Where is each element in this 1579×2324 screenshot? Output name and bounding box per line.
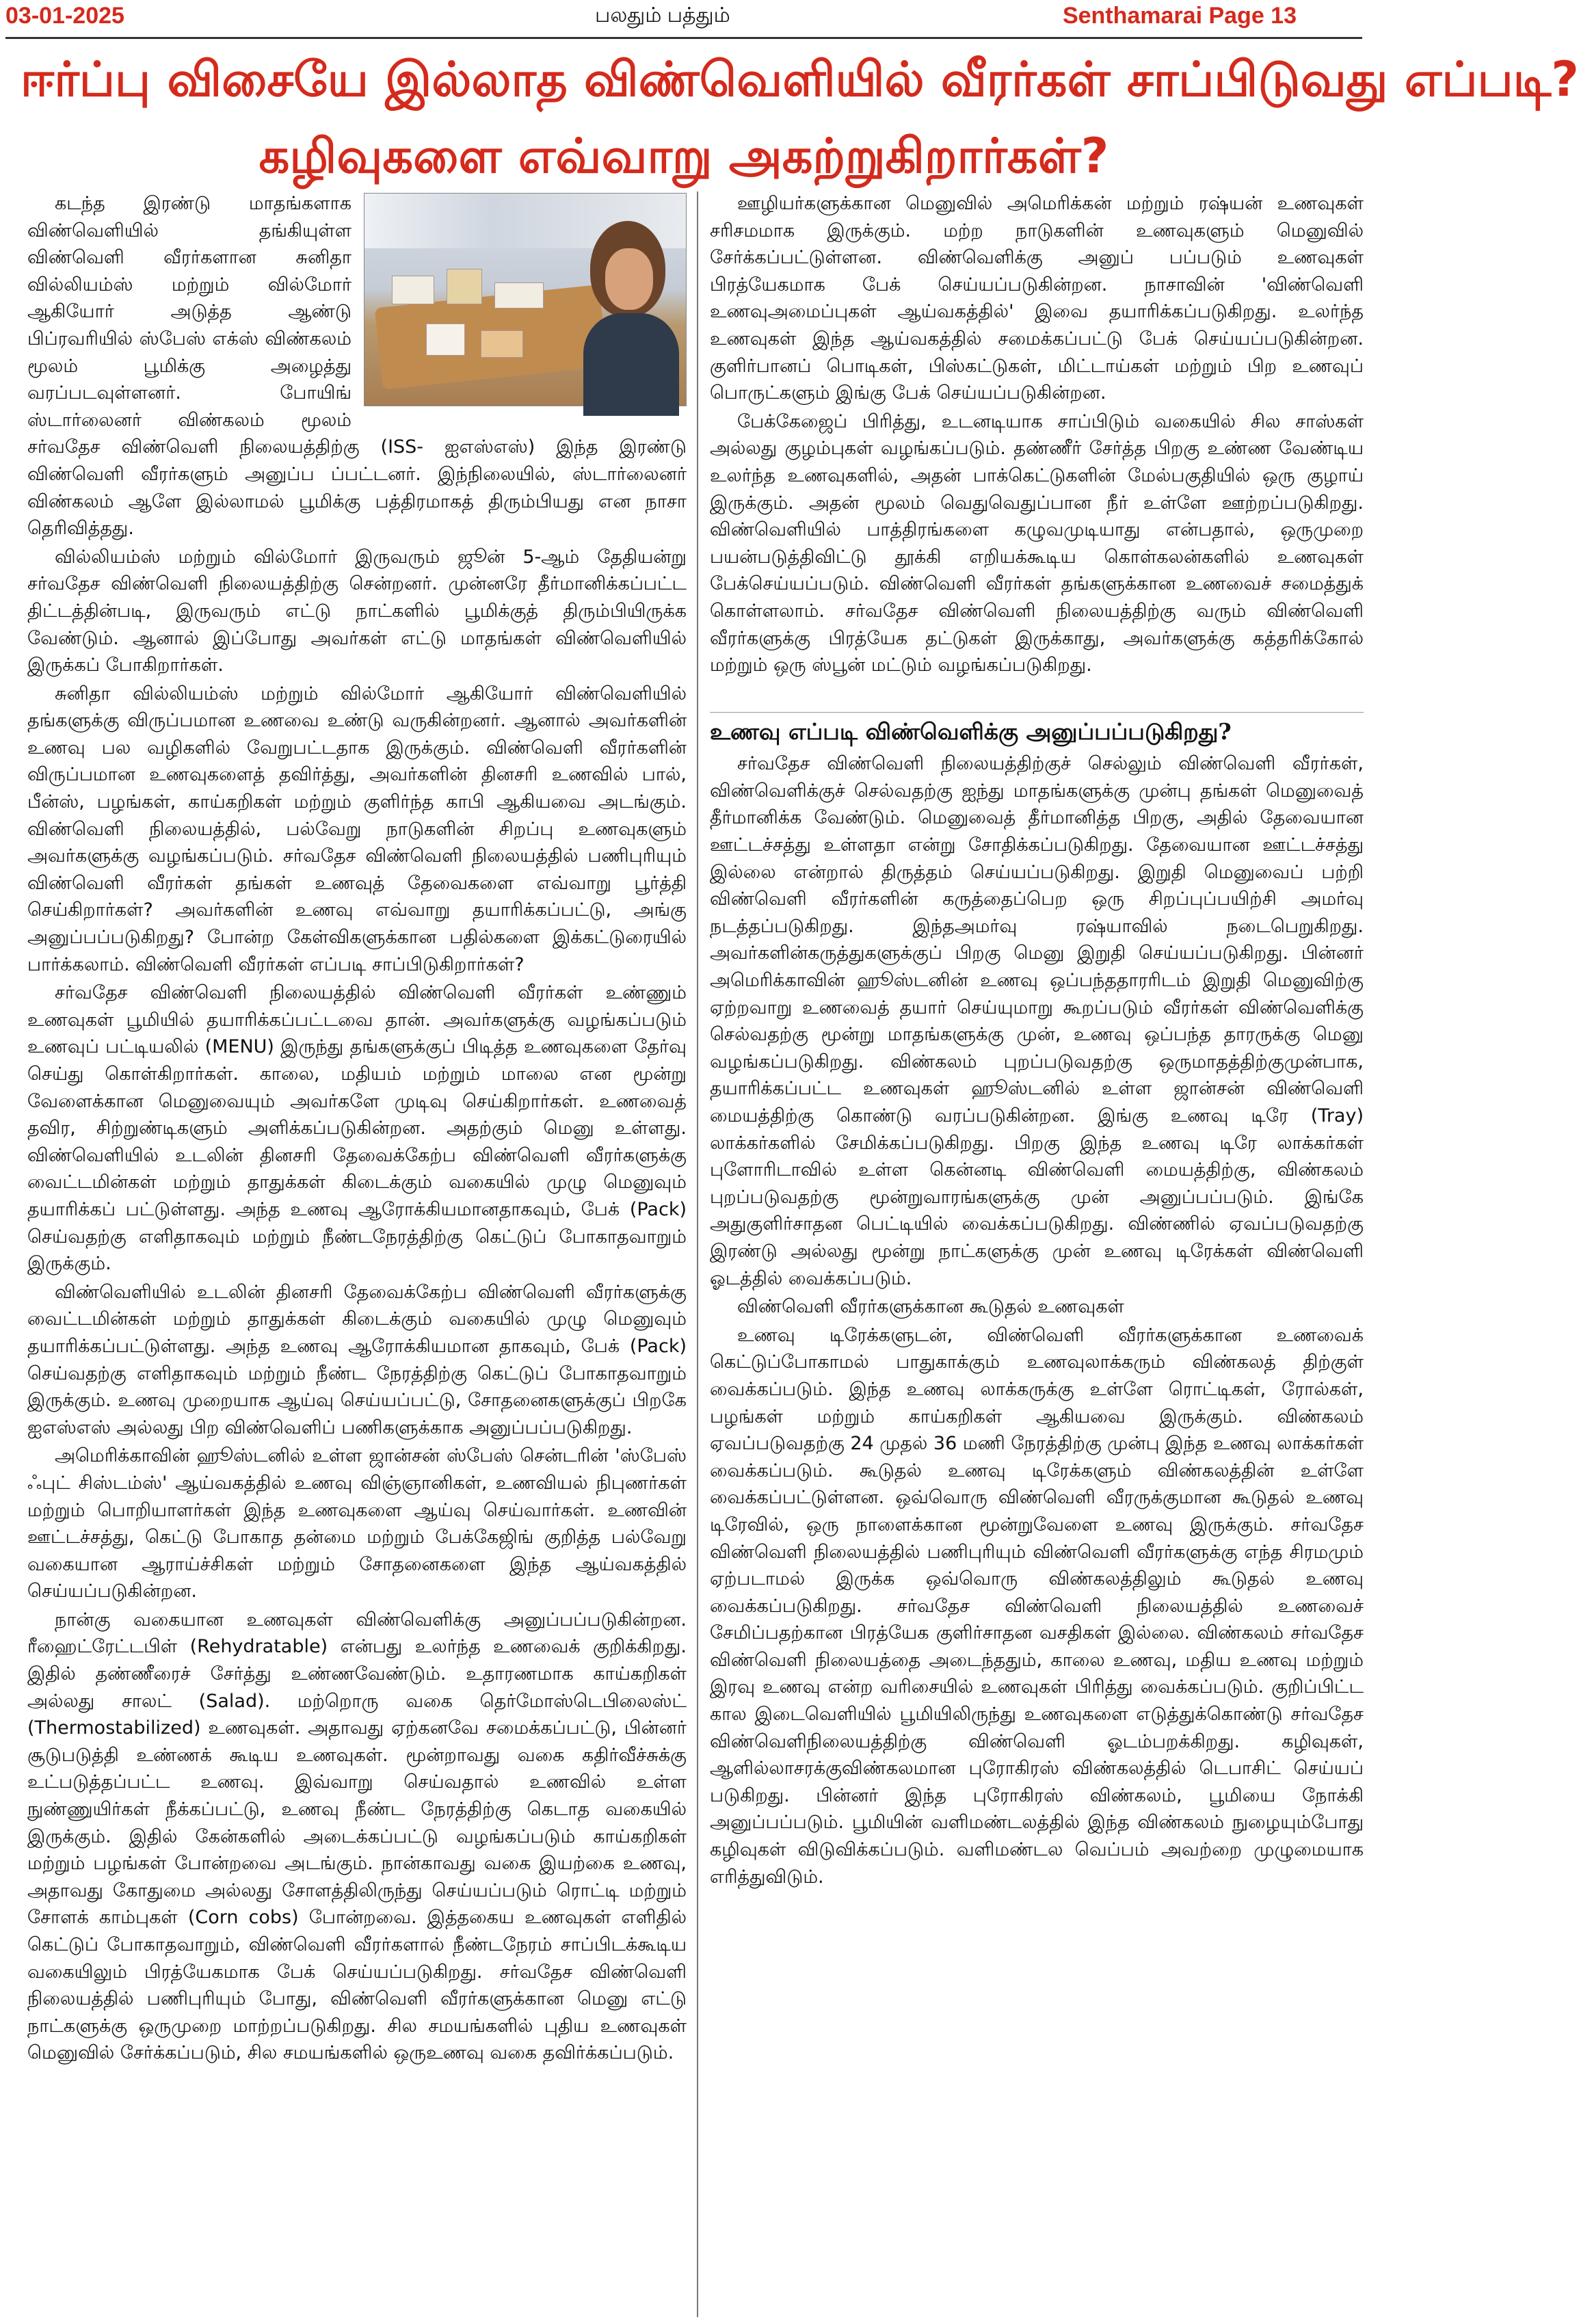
paragraph: நான்கு வகையான உணவுகள் விண்வெளிக்கு அனுப்பப்படுகின்றன. ரீஹைட்ரேட்டபிள் (Rehydratable) என்பது உலர்ந்த உணவைக் குறிக்கிறது. இதில் தண்ணீரைச் சேர்த்து உண்ணவேண்டும். உதாரணமாக காய்கறிகள் அல்லது சாலட் (Salad). மற்றொரு வகை தெர்மோஸ்டெபிலைஸ்ட் (Thermostabilized) உணவுகள். அதாவது ஏற்கனவே சமைக்கப்பட்டு, பின்னர் சூடுபடுத்தி உண்ணக் கூடிய உணவுகள். மூன்றாவது வகை கதிர்வீச்சுக்கு உட்படுத்தப்பட்ட உணவு. இவ்வாறு செய்வதால் உணவில் உள்ள நுண்ணுயிர்கள் நீக்கப்பட்டு, உணவு நீண்ட நேரத்திற்கு கெடாத வகையில் இருக்கும். இதில் கேன்களில் அடைக்கப்பட்டு வழங்கப்படும் காய்கறிகள் மற்றும் பழங்கள் போன்றவை அடங்கும். நான்காவது வகை இயற்கை உணவு, அதாவது கோதுமை அல்லது சோளத்திலிருந்து செய்யப்படும் ரொட்டி மற்றும் சோளக் காம்புகள் (Corn cobs) போன்றவை. இத்தகைய உணவுகள் எளிதில் கெட்டுப் போகாதவாறும், விண்வெளி வீரர்களால் நீண்டநேரம் சாப்பிடக்கூடிய வகையிலும் பிரத்யேகமாக பேக் செய்யப்படுகிறது. சர்வதேச விண்வெளி நிலையத்தில் பணிபுரியும் போது, விண்வெளி வீரர்களுக்கான மெனு எட்டு நாட்களுக்கு ஒருமுறை மாற்றப்படுகிறது. சில சமயங்களில் புதிய உணவுகள் மெனுவில் சேர்க்கப்படும், சில சமயங்களில் ஒருஉணவு வகை தவிர்க்கப்படும். bbox=[27, 1609, 687, 2064]
issue-date: 03-01-2025 bbox=[5, 3, 124, 29]
headline-line-1: ஈர்ப்பு விசையே இல்லாத விண்வெளியில் வீரர்கள் சாப்பிடுவது எப்படி? bbox=[21, 51, 1579, 107]
paragraph: விண்வெளி வீரர்களுக்கான கூடுதல் உணவுகள் bbox=[737, 1296, 1124, 1318]
paragraph: பேக்கேஜைப் பிரித்து, உடனடியாக சாப்பிடும் வகையில் சில சாஸ்கள் அல்லது குழம்புகள் வழங்கப்படும். தண்ணீர் சேர்த்த பிறகு உண்ண வேண்டிய உலர்ந்த உணவுகளில், அதன் பாக்கெட்டுகளின் மேல்பகுதியில் ஒரு குழாய் இருக்கும். அதன் மூலம் வெதுவெதுப்பான நீர் உள்ளே ஊற்றப்படுகிறது. விண்வெளியில் பாத்திரங்களை கழுவமுடியாது என்பதால், ஒருமுறை பயன்படுத்திவிட்டு தூக்கி எறியக்கூடிய கொள்கலன்களில் உணவுகள் பேக்செய்யப்படும். விண்வெளி வீரர்கள் தங்களுக்கான உணவைச் சமைத்துக் கொள்ளலாம். சர்வதேச விண்வெளி நிலையத்திற்கு வரும் விண்வெளி வீரர்களுக்கு பிரத்யேக தட்டுகள் இருக்காது, அவர்களுக்கு கத்தரிக்கோல் மற்றும் ஒரு ஸ்பூன் மட்டும் வழங்கப்படுகிறது. bbox=[710, 410, 1364, 676]
section-tagline: பலதும் பத்தும் bbox=[595, 4, 730, 27]
paragraph: உணவு டிரேக்களுடன், விண்வெளி வீரர்களுக்கான உணவைக் கெட்டுப்போகாமல் பாதுகாக்கும் உணவுலாக்கரும் விண்கலத் திற்குள் வைக்கப்படும். இந்த உணவு லாக்கருக்கு உள்ளே ரொட்டிகள், ரோல்கள், பழங்கள் மற்றும் காய்கறிகள் ஆகியவை இருக்கும். விண்கலம் ஏவப்படுவதற்கு 24 முதல் 36 மணி நேரத்திற்கு முன்பு இந்த உணவு லாக்கர்கள் வைக்கப்படும். கூடுதல் உணவு டிரேக்களும் விண்கலத்தின் உள்ளே வைக்கப்பட்டுள்ளன. ஒவ்வொரு விண்வெளி வீரருக்குமான கூடுதல் உணவு டிரேவில், ஒரு நாளைக்கான மூன்றுவேளை உணவு இருக்கும். சர்வதேச விண்வெளி நிலையத்தில் பணிபுரியும் விண்வெளி வீரர்களுக்கு எந்த சிரமமும் ஏற்படாமல் இருக்க ஒவ்வொரு விண்கலத்திலும் கூடுதல் உணவு வைக்கப்படுகிறது. சர்வதேச விண்வெளி நிலையத்தில் உணவைச் சேமிப்பதற்கான பிரத்யேக குளிர்சாதன வசதிகள் இல்லை. விண்கலம் சர்வதேச விண்வெளி நிலையத்தை அடைந்ததும், காலை உணவு, மதிய உணவு மற்றும் இரவு உணவு என்ற வரிசையில் உணவுகள் பிரித்து வைக்கப்படும். குறிப்பிட்ட கால இடைவெளியில் பூமியிலிருந்து உணவுகளை எடுத்துக்கொண்டு சர்வதேச விண்வெளிநிலையத்திற்கு விண்வெளி ஓடம்பறக்கிறது. கழிவுகள், ஆளில்லாசரக்குவிண்கலமான புரோகிரஸ் விண்கலத்தில் டெபாசிட் செய்யப் படுகிறது. பின்னர் இந்த புரோகிரஸ் விண்கலம், பூமியை நோக்கி அனுப்பப்படும். பூமியின் வளிமண்டலத்தில் இந்த விண்கலம் நுழையும்போது கழிவுகள் விடுவிக்கப்படும். வளிமண்டல வெப்பம் அவற்றை முழுமையாக எரித்துவிடும். bbox=[710, 1324, 1364, 1888]
section-subheading: உணவு எப்படி விண்வெளிக்கு அனுப்பப்படுகிறது? bbox=[710, 712, 1364, 745]
paragraph: சர்வதேச விண்வெளி நிலையத்திற்குச் செல்லும் விண்வெளி வீரர்கள், விண்வெளிக்குச் செல்வதற்கு ஐந்து மாதங்களுக்கு முன்பு தங்கள் மெனுவைத் தீர்மானிக்க வேண்டும். மெனுவைத் தீர்மானித்த பிறகு, அதில் தேவையான ஊட்டச்சத்து உள்ளதா என்று சோதிக்கப்படுகிறது. தேவையான ஊட்டச்சத்து இல்லை என்றால் திருத்தம் செய்யப்படுகிறது. இறுதி மெனுவைப் பற்றி விண்வெளி வீரர்களின் கருத்தைப்பெற ஒரு சிறப்புப்பயிற்சி அமர்வு நடத்தப்படுகிறது. இந்தஅமர்வு ரஷ்யாவில் நடைபெறுகிறது. அவர்களின்கருத்துகளுக்குப் பிறகு மெனு இறுதி செய்யப்படுகிறது. பின்னர் அமெரிக்காவின் ஹூஸ்டனின் உணவு ஒப்பந்ததாரரிடம் இறுதி மெனுவிற்கு ஏற்றவாறு உணவைத் தயார் செய்யுமாறு கூறப்படும் வீரர்கள் விண்வெளிக்கு செல்வதற்கு மூன்று மாதங்களுக்கு முன், உணவு ஒப்பந்த தாரருக்கு மெனு வழங்கப்படுகிறது. விண்கலம் புறப்படுவதற்கு ஒருமாதத்திற்குமுன்பாக, தயாரிக்கப்பட்ட உணவுகள் ஹூஸ்டனில் உள்ள ஜான்சன் விண்வெளி மையத்திற்கு கொண்டு வரப்படுகின்றன. இங்கு உணவு டிரே (Tray) லாக்கர்களில் சேமிக்கப்படுகிறது. பிறகு இந்த உணவு டிரே லாக்கர்கள் புளோரிடாவில் உள்ள கென்னடி விண்வெளி மையத்திற்கு, விண்கலம் புறப்படுவதற்கு மூன்றுவாரங்களுக்கு முன் அனுப்பப்படும். இங்கே அதுகுளிர்சாதன பெட்டியில் வைக்கப்படுகிறது. விண்ணில் ஏவப்படுவதற்கு இரண்டு அல்லது மூன்று நாட்களுக்கு முன் உணவு டிரேக்கள் விண்வெளி ஓடத்தில் வைக்கப்படும். bbox=[710, 753, 1364, 1289]
page-header bbox=[0, 0, 1368, 34]
headline-line-2: கழிவுகளை எவ்வாறு அகற்றுகிறார்கள்? bbox=[258, 128, 1109, 184]
header-rule bbox=[5, 37, 1362, 39]
paragraph: வில்லியம்ஸ் மற்றும் வில்மோர் இருவரும் ஜூன் 5-ஆம் தேதியன்று சர்வதேச விண்வெளி நிலையத்திற்கு சென்றனர். முன்னரே தீர்மானிக்கப்பட்ட திட்டத்தின்படி, இருவரும் எட்டு நாட்களில் பூமிக்குத் திரும்பியிருக்க வேண்டும். ஆனால் இப்போது அவர்கள் எட்டு மாதங்கள் விண்வெளியில் இருக்கப் போகிறார்கள். bbox=[27, 546, 687, 676]
paragraph: கடந்த இரண்டு மாதங்களாக விண்வெளியில் தங்கியுள்ள விண்வெளி வீரர்களான சுனிதா வில்லியம்ஸ் மற்றும் வில்மோர் ஆகியோர் அடுத்த ஆண்டு பிப்ரவரியில் ஸ்பேஸ் எக்ஸ் விண்கலம் மூலம் பூமிக்கு அழைத்து வரப்படவுள்ளனர். போயிங் ஸ்டார்லைனர் விண்கலம் மூலம் சர்வதேச விண்வெளி நிலையத்திற்கு (ISS- ஐஎஸ்எஸ்) இந்த இரண்டு விண்வெளி வீரர்களும் அனுப்ப ப்பட்டனர். இந்நிலையில், ஸ்டார்லைனர் விண்கலம் ஆளே இல்லாமல் பூமிக்கு பத்திரமாகத் திரும்பியது என நாசா தெரிவித்தது. bbox=[27, 193, 687, 540]
column-divider bbox=[697, 192, 698, 2317]
paragraph: சுனிதா வில்லியம்ஸ் மற்றும் வில்மோர் ஆகியோர் விண்வெளியில் தங்களுக்கு விருப்பமான உணவை உண்டு வருகின்றனர். ஆனால் அவர்களின் உணவு பல வழிகளில் வேறுபட்டதாக இருக்கும். விண்வெளி வீரர்களின் விருப்பமான உணவுகளைத் தவிர்த்து, அவர்களின் தினசரி உணவில் பால், பீன்ஸ், பழங்கள், காய்கறிகள் மற்றும் குளிர்ந்த காபி ஆகியவை அடங்கும். விண்வெளி நிலையத்தில், பல்வேறு நாடுகளின் சிறப்பு உணவுகளும் அவர்களுக்கு வழங்கப்படும். சர்வதேச விண்வெளி நிலையத்தில் பணிபுரியும் விண்வெளி வீரர்கள் தங்கள் உணவுத் தேவைகளை எவ்வாறு பூர்த்தி செய்கிறார்கள்? அவர்களின் உணவு எவ்வாறு தயாரிக்கப்பட்டு, அங்கு அனுப்பப்படுகிறது? போன்ற கேள்விகளுக்கான பதில்களை இக்கட்டுரையில் பார்க்கலாம். விண்வெளி வீரர்கள் எப்படி சாப்பிடுகிறார்கள்? bbox=[27, 683, 687, 975]
paragraph: விண்வெளியில் உடலின் தினசரி தேவைக்கேற்ப விண்வெளி வீரர்களுக்கு வைட்டமின்கள் மற்றும் தாதுக்கள் கிடைக்கும் வகையில் முழு மெனுவும் தயாரிக்கப்பட்டுள்ளது. அந்த உணவு ஆரோக்கியமான தாகவும், பேக் (Pack) செய்வதற்கு எளிதாகவும் மற்றும் நீண்ட நேரத்திற்கு கெட்டுப் போகாதவாறும் இருக்கும். உணவு முறையாக ஆய்வு செய்யப்பட்டு, சோதனைகளுக்குப் பிறகே ஐஎஸ்எஸ் அல்லது பிற விண்வெளிப் பணிகளுக்காக அனுப்பப்படுகிறது. bbox=[27, 1281, 687, 1438]
paragraph: அமெரிக்காவின் ஹூஸ்டனில் உள்ள ஜான்சன் ஸ்பேஸ் சென்டரின் 'ஸ்பேஸ் ஃபுட் சிஸ்டம்ஸ்' ஆய்வகத்தில் உணவு விஞ்ஞானிகள், உணவியல் நிபுணர்கள் மற்றும் பொறியாளர்கள் இந்த உணவுகளை ஆய்வு செய்வார்கள். உணவின் ஊட்டச்சத்து, கெட்டு போகாத தன்மை மற்றும் பேக்கேஜிங் குறித்த பல்வேறு வகையான ஆராய்ச்சிகள் மற்றும் சோதனைகளை இந்த ஆய்வகத்தில் செய்யப்படுகின்றன. bbox=[27, 1445, 687, 1602]
astronaut-photo bbox=[364, 193, 687, 406]
paragraph: சர்வதேச விண்வெளி நிலையத்தில் விண்வெளி வீரர்கள் உண்ணும் உணவுகள் பூமியில் தயாரிக்கப்பட்டவை தான். அவர்களுக்கு வழங்கப்படும் உணவுப் பட்டியலில் (MENU) இருந்து தங்களுக்குப் பிடித்த உணவுகளை தேர்வு செய்து கொள்கிறார்கள். காலை, மதியம் மற்றும் மாலை என மூன்று வேளைக்கான மெனுவையும் அவர்களே முடிவு செய்கிறார்கள். உணவைத் தவிர, சிற்றுண்டிகளும் அளிக்கப்படுகின்றன. அதற்கும் மெனு உள்ளது. விண்வெளியில் உடலின் தினசரி தேவைக்கேற்ப விண்வெளி வீரர்களுக்கு வைட்டமின்கள் மற்றும் தாதுக்கள் கிடைக்கும் வகையில் முழு மெனுவும் தயாரிக்கப் பட்டுள்ளது. அந்த உணவு ஆரோக்கியமானதாகவும், பேக் (Pack) செய்வதற்கு எளிதாகவும் மற்றும் நீண்டநேரத்திற்கு கெட்டுப் போகாதவாறும் இருக்கும். bbox=[27, 982, 687, 1275]
paragraph: ஊழியர்களுக்கான மெனுவில் அமெரிக்கன் மற்றும் ரஷ்யன் உணவுகள் சரிசமமாக இருக்கும். மற்ற நாடுகளின் உணவுகளும் மெனுவில் சேர்க்கப்பட்டுள்ளன. விண்வெளிக்கு அனுப் பப்படும் உணவுகள் பிரத்யேகமாக பேக் செய்யப்படுகின்றன. நாசாவின் 'விண்வெளி உணவுஅமைப்புகள் ஆய்வகத்தில்' இவை தயாரிக்கப்படுகிறது. உலர்ந்த உணவுகள் இந்த ஆய்வகத்தில் சமைக்கப்பட்டு பேக் செய்யப்படுகின்றன. குளிர்பானப் பொடிகள், பிஸ்கட்டுகள், மிட்டாய்கள் மற்றும் பிற உணவுப் பொருட்களும் இங்கு பேக் செய்யப்படுகின்றன. bbox=[710, 193, 1364, 404]
left-column bbox=[27, 190, 687, 2319]
right-column bbox=[710, 190, 1364, 2319]
paper-name-page: Senthamarai Page 13 bbox=[1062, 3, 1297, 29]
